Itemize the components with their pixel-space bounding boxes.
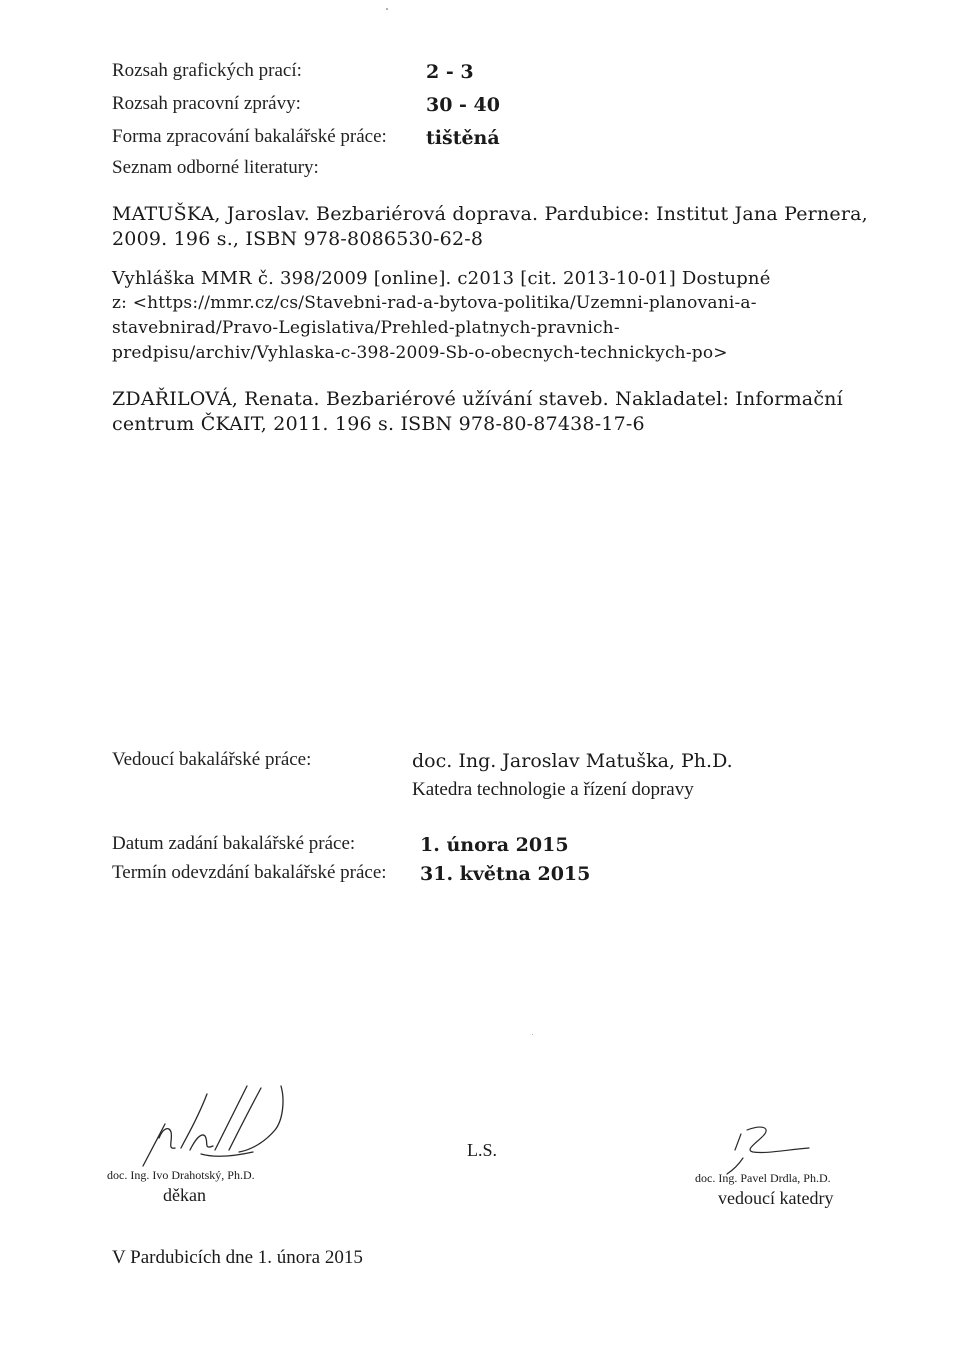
dean-role: děkan <box>163 1185 206 1205</box>
literature-label: Seznam odborné literatury: <box>112 157 319 178</box>
submission-date-value: 31. května 2015 <box>420 863 591 885</box>
graphic-works-label: Rozsah grafických prací: <box>112 60 302 81</box>
place-date: V Pardubicích dne 1. února 2015 <box>112 1247 363 1268</box>
head-signature <box>705 1110 825 1175</box>
stamp-label: L.S. <box>467 1140 498 1160</box>
supervisor-name: doc. Ing. Jaroslav Matuška, Ph.D. <box>412 750 733 772</box>
head-name: doc. Ing. Pavel Drdla, Ph.D. <box>695 1171 831 1185</box>
thesis-form-label: Forma zpracování bakalářské práce: <box>112 126 387 147</box>
supervisor-label: Vedoucí bakalářské práce: <box>112 749 312 770</box>
literature-line: centrum ČKAIT, 2011. 196 s. ISBN 978-80-87438-17-6 <box>112 413 645 435</box>
literature-line: ZDAŘILOVÁ, Renata. Bezbariérové užívání staveb. Nakladatel: Informační <box>112 388 843 410</box>
literature-item <box>112 387 843 437</box>
literature-line: z: <https://mmr.cz/cs/Stavebni-rad-a-bytova-politika/Uzemni-planovani-a- <box>112 293 757 313</box>
literature-item <box>112 266 771 366</box>
literature-line: MATUŠKA, Jaroslav. Bezbariérová doprava. Pardubice: Institut Jana Pernera, <box>112 203 868 225</box>
literature-line: Vyhláška MMR č. 398/2009 [online]. c2013 [cit. 2013-10-01] Dostupné <box>112 268 771 289</box>
submission-date-label: Termín odevzdání bakalářské práce: <box>112 862 387 883</box>
graphic-works-value: 2 - 3 <box>426 61 474 83</box>
scan-speck <box>532 1034 533 1035</box>
report-length-value: 30 - 40 <box>426 94 500 116</box>
literature-item <box>112 202 868 252</box>
dean-name: doc. Ing. Ivo Drahotský, Ph.D. <box>107 1168 255 1182</box>
literature-line: 2009. 196 s., ISBN 978-8086530-62-8 <box>112 228 484 250</box>
thesis-form-value: tištěná <box>426 127 500 149</box>
literature-line: predpisu/archiv/Vyhlaska-c-398-2009-Sb-o-obecnych-technickych-po> <box>112 343 728 363</box>
assignment-date-label: Datum zadání bakalářské práce: <box>112 833 356 854</box>
head-role: vedoucí katedry <box>718 1188 834 1208</box>
literature-line: stavebnirad/Pravo-Legislativa/Prehled-platnych-pravnich- <box>112 318 620 338</box>
report-length-label: Rozsah pracovní zprávy: <box>112 93 301 114</box>
scan-speck <box>386 8 388 10</box>
supervisor-department: Katedra technologie a řízení dopravy <box>412 779 694 800</box>
dean-signature <box>135 1080 295 1170</box>
assignment-date-value: 1. února 2015 <box>420 834 569 856</box>
